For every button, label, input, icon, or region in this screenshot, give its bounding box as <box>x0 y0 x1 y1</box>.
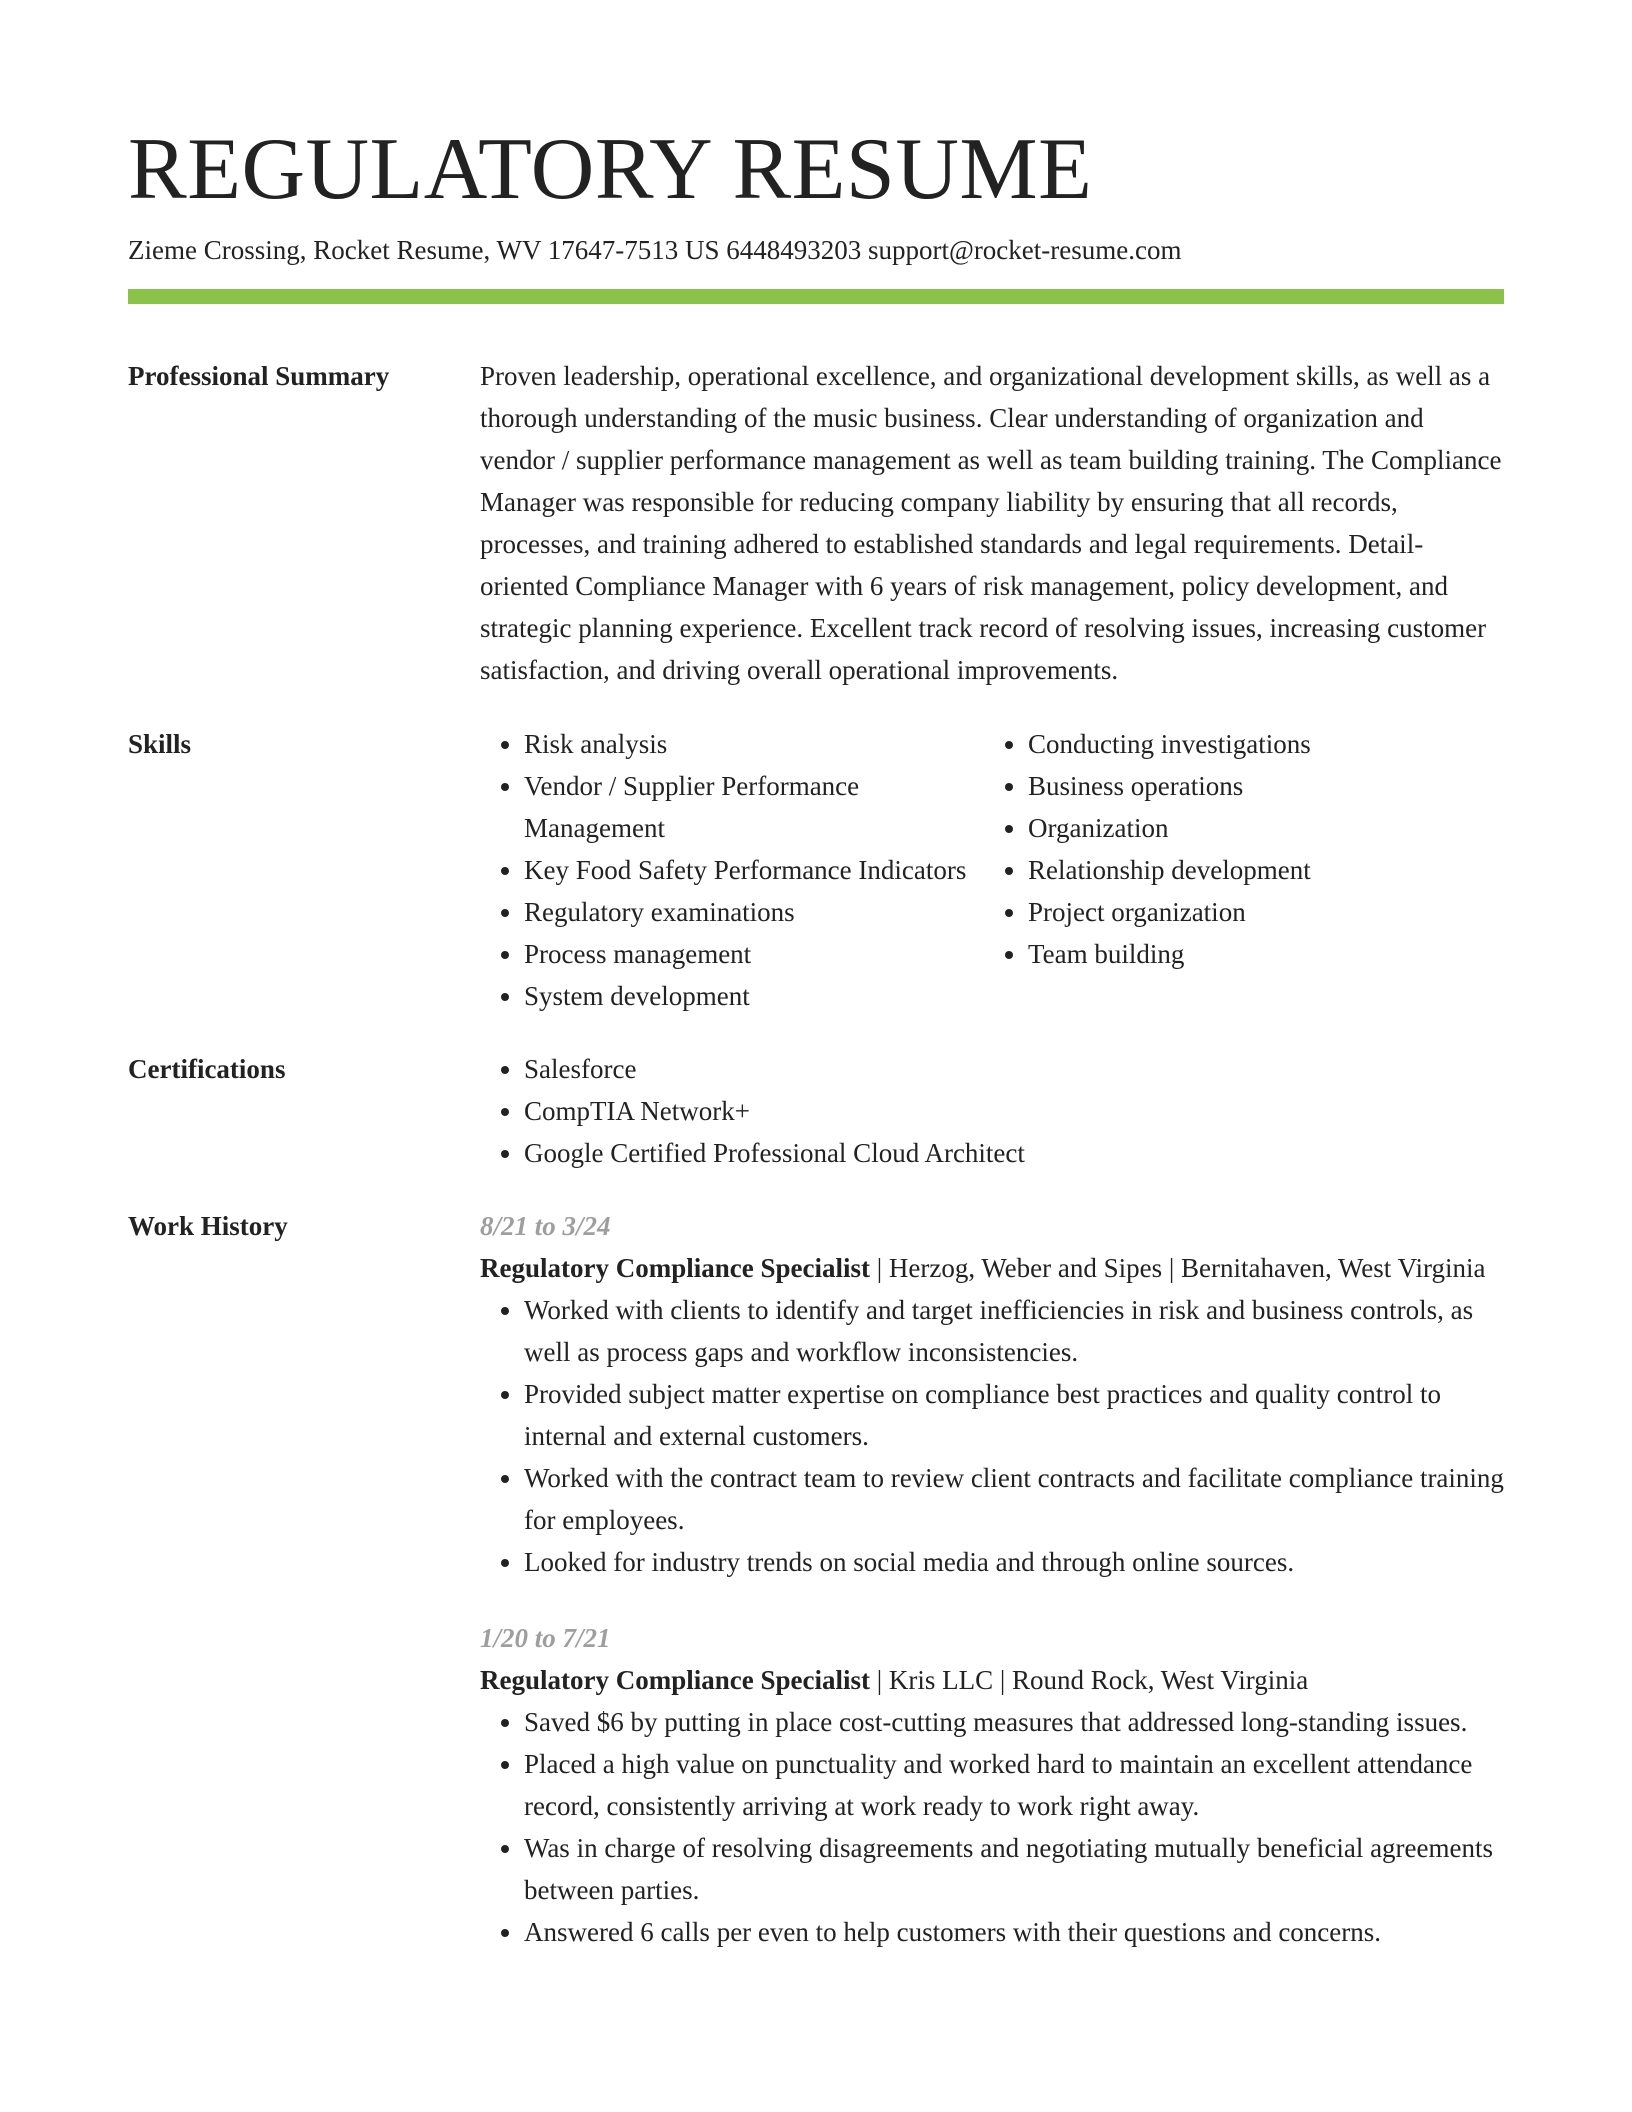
job-title: Regulatory Compliance Specialist <box>480 1665 870 1695</box>
skill-item: • Process management <box>524 933 984 975</box>
certifications-section <box>128 1048 1504 1174</box>
job-bullet: • Looked for industry trends on social media and through online sources. <box>524 1541 1504 1583</box>
skill-item: • Relationship development <box>1028 849 1504 891</box>
certification-item: • Salesforce <box>524 1048 1504 1090</box>
certification-item: • CompTIA Network+ <box>524 1090 1504 1132</box>
summary-section <box>128 355 1504 691</box>
skills-list-left <box>480 723 984 1017</box>
job-bullet: • Worked with clients to identify and target inefficiencies in risk and business controls, as well as process gaps and workflow inconsistencies. <box>524 1289 1504 1373</box>
job-bullet: • Saved $6 by putting in place cost-cutting measures that addressed long-standing issues. <box>524 1701 1504 1743</box>
job-bullet: • Was in charge of resolving disagreements and negotiating mutually beneficial agreements between parties. <box>524 1827 1504 1911</box>
skill-item: • Key Food Safety Performance Indicators <box>524 849 984 891</box>
resume-title: REGULATORY RESUME <box>128 121 1093 218</box>
job-details: | Kris LLC | Round Rock, West Virginia <box>869 1665 1309 1695</box>
job-heading <box>480 1659 1504 1701</box>
job-bullets <box>480 1289 1504 1583</box>
job-bullet: • Worked with the contract team to review client contracts and facilitate compliance training for employees. <box>524 1457 1504 1541</box>
skills-columns <box>480 723 1504 1017</box>
job-dates: 1/20 to 7/21 <box>480 1623 611 1653</box>
job-details: | Herzog, Weber and Sipes | Bernitahaven, West Virginia <box>869 1253 1486 1283</box>
job-dates: 8/21 to 3/24 <box>480 1211 611 1241</box>
work-history-body <box>480 1205 1504 1987</box>
skills-list-right <box>984 723 1504 975</box>
job-bullet: • Placed a high value on punctuality and worked hard to maintain an excellent attendance record, consistently arriving at work ready to work right away. <box>524 1743 1504 1827</box>
skills-column-right <box>984 723 1504 1017</box>
job-title: Regulatory Compliance Specialist <box>480 1253 870 1283</box>
job-entry <box>480 1617 1504 1953</box>
certifications-body <box>480 1048 1504 1174</box>
skill-item: • Organization <box>1028 807 1504 849</box>
job-bullet: • Answered 6 calls per even to help customers with their questions and concerns. <box>524 1911 1504 1953</box>
skill-item: • Risk analysis <box>524 723 984 765</box>
skill-item: • System development <box>524 975 984 1017</box>
skill-item: • Regulatory examinations <box>524 891 984 933</box>
certifications-heading: Certifications <box>128 1054 286 1084</box>
work-history-section <box>128 1205 1504 1987</box>
contact-line: Zieme Crossing, Rocket Resume, WV 17647-7513 US 6448493203 support@rocket-resume.com <box>128 235 1182 265</box>
work-history-heading: Work History <box>128 1211 288 1241</box>
summary-text: Proven leadership, operational excellence, and organizational development skills, as well as a thorough understanding of the music business. Clear understanding of organization and vendor / supplier performance management as well as team building training. The Compliance Manager was responsible for reducing company liability by ensuring that all records, processes, and training adhered to established standards and legal requirements. Detail-oriented Compliance Manager with 6 years of risk management, policy development, and strategic planning experience. Excellent track record of resolving issues, increasing customer satisfaction, and driving overall operational improvements. <box>480 361 1502 685</box>
header-divider <box>128 289 1504 304</box>
certifications-list <box>480 1048 1504 1174</box>
skill-item: • Vendor / Supplier Performance Management <box>524 765 984 849</box>
skills-column-left <box>480 723 984 1017</box>
skill-item: • Conducting investigations <box>1028 723 1504 765</box>
skill-item: • Project organization <box>1028 891 1504 933</box>
skill-item: • Business operations <box>1028 765 1504 807</box>
job-heading <box>480 1247 1504 1289</box>
resume-page <box>128 120 1504 1987</box>
certification-item: • Google Certified Professional Cloud Architect <box>524 1132 1504 1174</box>
job-entry <box>480 1205 1504 1583</box>
summary-heading: Professional Summary <box>128 361 390 391</box>
skill-item: • Team building <box>1028 933 1504 975</box>
job-bullets <box>480 1701 1504 1953</box>
job-bullet: • Provided subject matter expertise on compliance best practices and quality control to internal and external customers. <box>524 1373 1504 1457</box>
skills-section <box>128 723 1504 1017</box>
skills-heading: Skills <box>128 729 192 759</box>
